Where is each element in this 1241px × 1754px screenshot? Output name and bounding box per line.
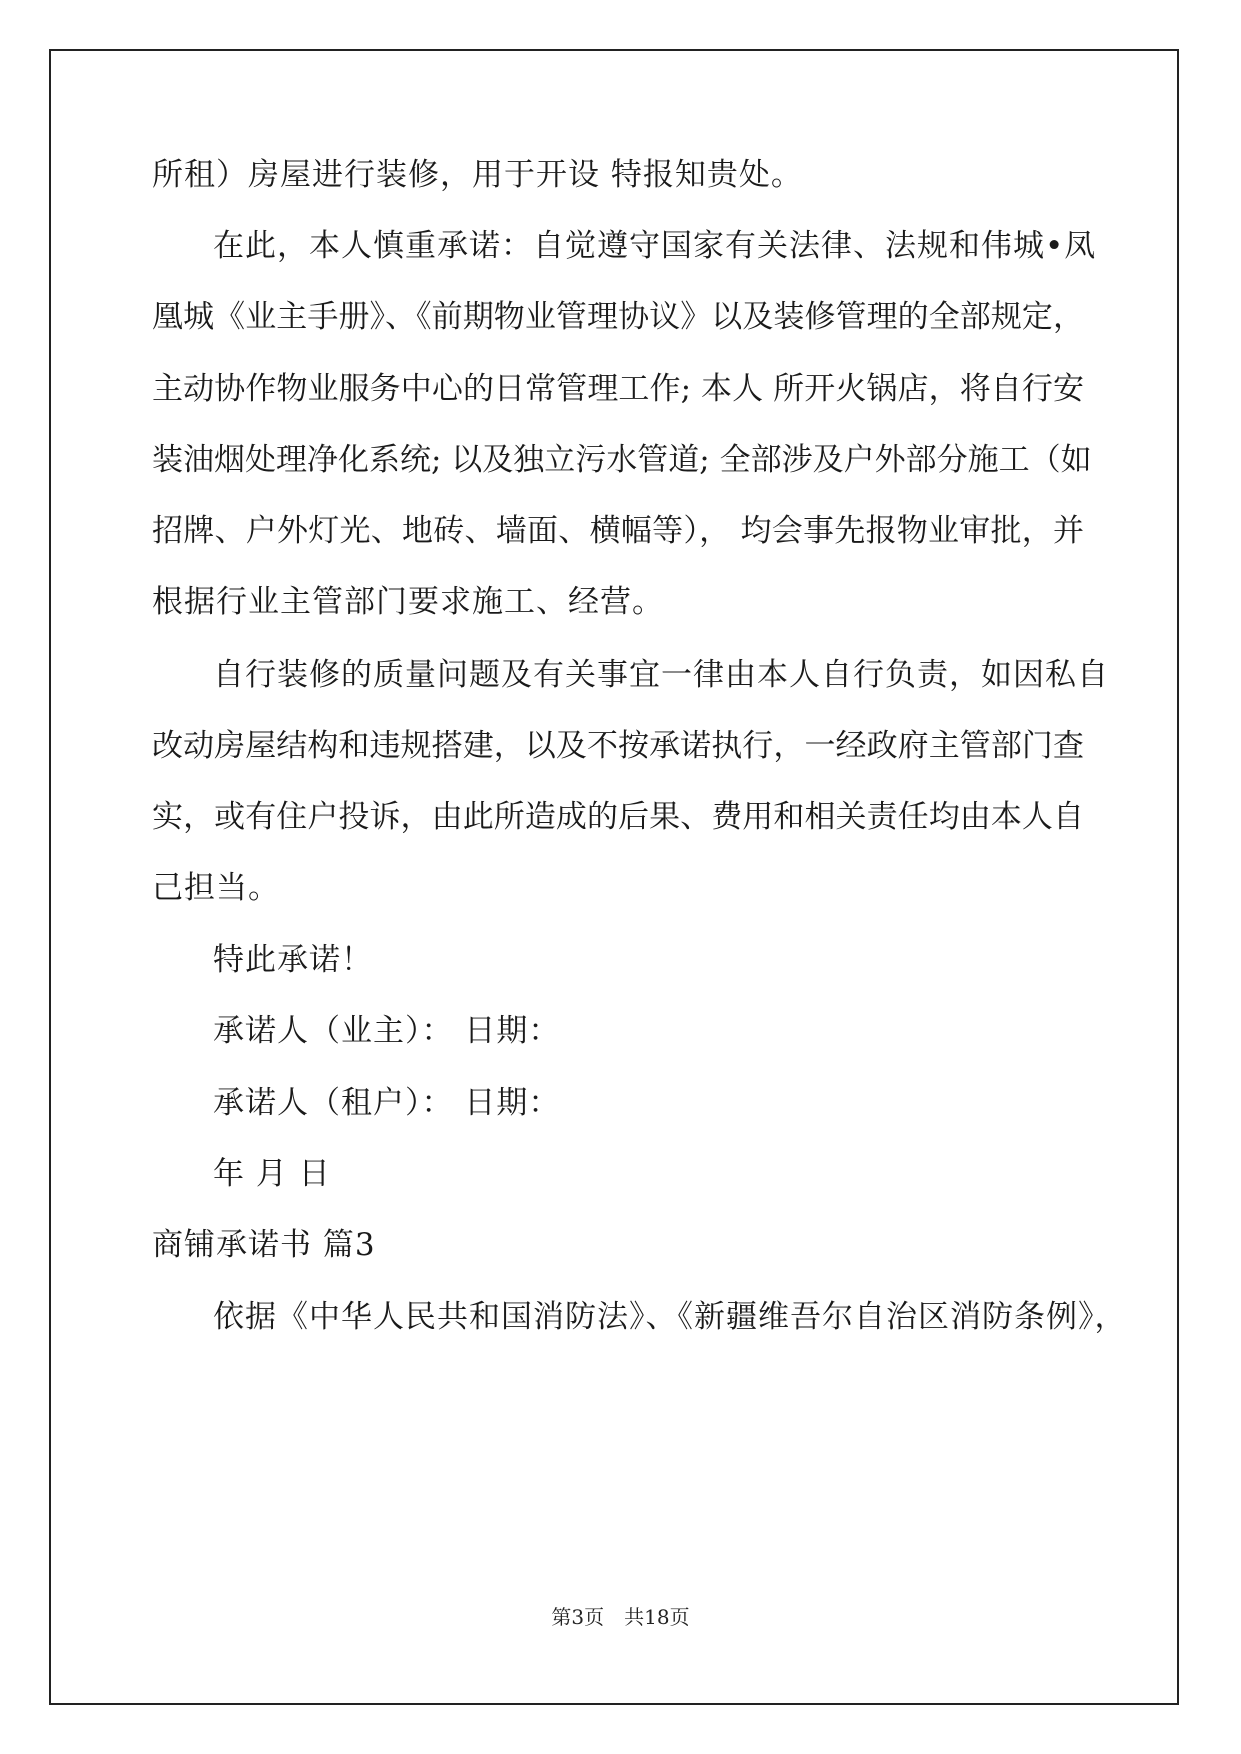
body-line: 依据《中华人民共和国消防法》、《新疆维吾尔自治区消防条例》， [213,1299,1127,1335]
body-line: 装油烟处理净化系统; 以及独立污水管道; 全部涉及户外部分施工（如 [152,442,1092,478]
body-line: 主动协作物业服务中心的日常管理工作; 本人 所开火锅店，将自行安 [152,371,1084,407]
body-line: 己担当。 [152,870,280,906]
body-line: 所租）房屋进行装修，用于开设 特报知贵处。 [152,157,803,193]
signature-tenant-line: 承诺人（租户）： 日期： [213,1085,561,1121]
body-line: 凰城《业主手册》、《前期物业管理协议》以及装修管理的全部规定， [152,299,1084,335]
date-line: 年 月 日 [213,1156,331,1192]
body-line: 自行装修的质量问题及有关事宜一律由本人自行负责，如因私自 [213,657,1109,693]
body-line: 特此承诺！ [213,942,373,978]
page-number: 第3页 共18页 [551,1605,690,1629]
section-heading: 商铺承诺书 篇3 [152,1227,376,1263]
body-line: 根据行业主管部门要求施工、经营。 [152,584,664,620]
signature-owner-line: 承诺人（业主）： 日期： [213,1013,561,1049]
body-line: 招牌、户外灯光、地砖、墙面、横幅等）， 均会事先报物业审批，并 [152,513,1084,549]
body-line: 在此，本人慎重承诺：自觉遵守国家有关法律、法规和伟城•凤 [213,228,1097,264]
body-line: 实，或有住户投诉，由此所造成的后果、费用和相关责任均由本人自 [152,799,1084,835]
body-line: 改动房屋结构和违规搭建，以及不按承诺执行，一经政府主管部门查 [152,728,1084,764]
